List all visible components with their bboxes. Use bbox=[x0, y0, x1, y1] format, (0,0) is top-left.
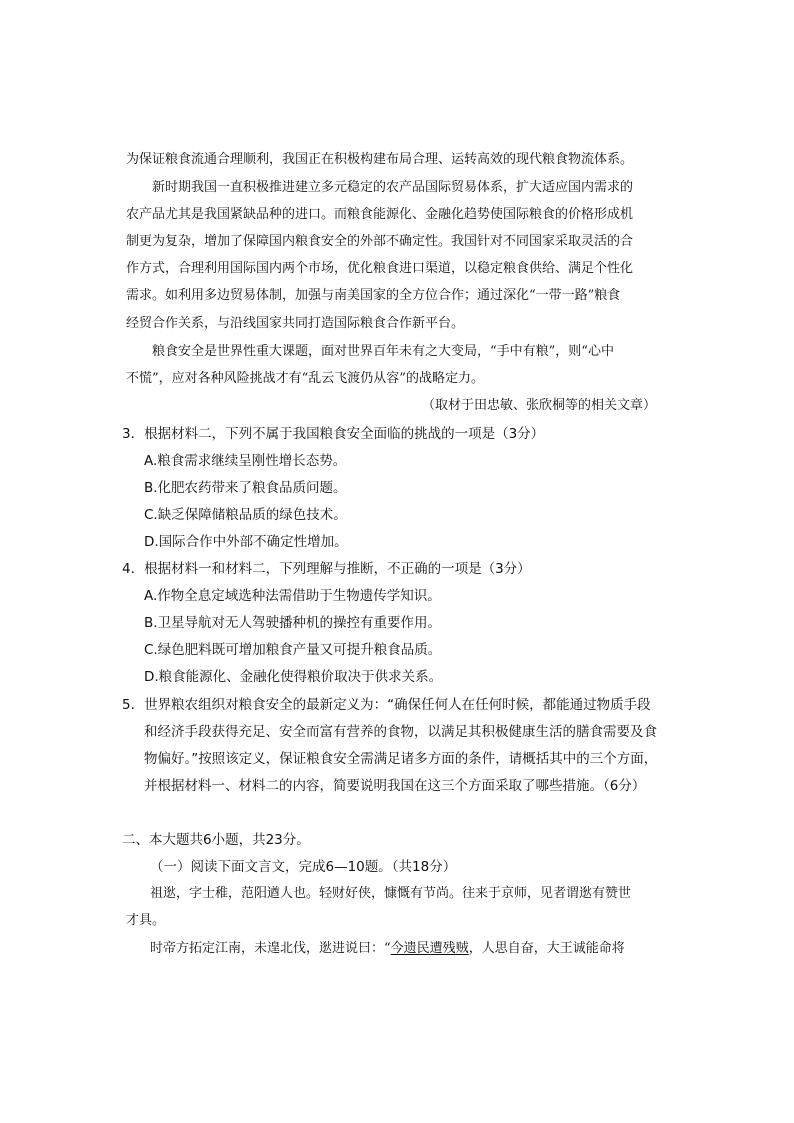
question-4-option-b: B.卫星导航对无人驾驶播种机的操控有重要作用。 bbox=[144, 615, 442, 631]
question-4-stem: 4．根据材料一和材料二，下列理解与推断，不正确的一项是（3分） bbox=[122, 561, 531, 577]
question-5-line-4: 并根据材料一、材料二的内容，简要说明我国在这三个方面采取了哪些措施。（6分） bbox=[144, 778, 646, 794]
material-two-paragraph-2-line-4: 作方式，合理利用国际国内两个市场，优化粮食进口渠道，以稳定粮食供给、满足个性化 bbox=[126, 261, 634, 276]
question-3-option-c: C.缺乏保障储粮品质的绿色技术。 bbox=[144, 507, 347, 523]
section-two-title: 二、本大题共6小题，共23分。 bbox=[122, 832, 310, 848]
question-4-option-c: C.绿色肥料既可增加粮食产量又可提升粮食品质。 bbox=[144, 642, 442, 658]
material-two-source: （取材于田忠敏、张欣桐等的相关文章） bbox=[422, 398, 657, 413]
material-two-paragraph-2-line-5: 需求。如利用多边贸易体制，加强与南美国家的全方位合作；通过深化“一带一路”粮食 bbox=[126, 288, 621, 303]
material-two-paragraph-3-line-1: 粮食安全是世界性重大课题，面对世界百年未有之大变局，“手中有粮”，则“心中 bbox=[152, 344, 614, 359]
classical-text-pre: 时帝方拓定江南，未遑北伐，逖进说曰： bbox=[150, 941, 385, 956]
question-3-option-d: D.国际合作中外部不确定性增加。 bbox=[144, 534, 348, 550]
section-two-subtitle: （一）阅读下面文言文，完成6—10题。（共18分） bbox=[150, 859, 457, 875]
question-4-option-d: D.粮食能源化、金融化使得粮价取决于供求关系。 bbox=[144, 669, 443, 685]
material-two-paragraph-2-line-2: 农产品尤其是我国紧缺品种的进口。而粮食能源化、金融化趋势使国际粮食的价格形成机 bbox=[126, 207, 634, 222]
classical-text-paragraph-2-line-1 bbox=[150, 941, 625, 957]
question-5-line-2: 和经济手段获得充足、安全而富有营养的食物，以满足其积极健康生活的膳食需要及食 bbox=[144, 724, 657, 740]
question-3-stem: 3．根据材料二，下列不属于我国粮食安全面临的挑战的一项是（3分） bbox=[122, 426, 545, 442]
question-5-line-1: 5．世界粮农组织对粮食安全的最新定义为：“确保任何人在任何时候，都能通过物质手段 bbox=[122, 697, 651, 713]
classical-text-paragraph-1-line-1: 祖逖，字士稚，范阳遒人也。轻财好侠，慷慨有节尚。往来于京师，见者谓逖有赞世 bbox=[150, 886, 632, 901]
quote-mark: “ bbox=[384, 941, 391, 956]
material-two-paragraph-2-line-3: 制更为复杂，增加了保障国内粮食安全的外部不确定性。我国针对不同国家采取灵活的合 bbox=[126, 234, 634, 249]
question-5-line-3: 物偏好。”按照该定义，保证粮食安全需满足诸多方面的条件，请概括其中的三个方面， bbox=[144, 751, 658, 767]
material-two-paragraph-2-line-6: 经贸合作关系，与沿线国家共同打造国际粮食合作新平台。 bbox=[126, 316, 465, 331]
classical-text-paragraph-1-line-2: 才具。 bbox=[126, 913, 166, 928]
material-two-paragraph-2-line-1: 新时期我国一直积极推进建立多元稳定的农产品国际贸易体系，扩大适应国内需求的 bbox=[152, 180, 634, 195]
question-3-option-a: A.粮食需求继续呈刚性增长态势。 bbox=[144, 453, 347, 469]
question-3-option-b: B.化肥农药带来了粮食品质问题。 bbox=[144, 480, 347, 496]
material-two-paragraph-3-line-2: 不慌”，应对各种风险挑战才有“乱云飞渡仍从容”的战略定力。 bbox=[126, 371, 484, 386]
underlined-sentence: 今遗民遭残贼 bbox=[390, 941, 469, 956]
classical-text-post: ，人思自奋，大王诚能命将 bbox=[468, 941, 625, 956]
question-4-option-a: A.作物全息定域选种法需借助于生物遗传学知识。 bbox=[144, 588, 441, 604]
material-two-paragraph-1-tail: 为保证粮食流通合理顺利，我国正在积极构建布局合理、运转高效的现代粮食物流体系。 bbox=[126, 152, 634, 167]
